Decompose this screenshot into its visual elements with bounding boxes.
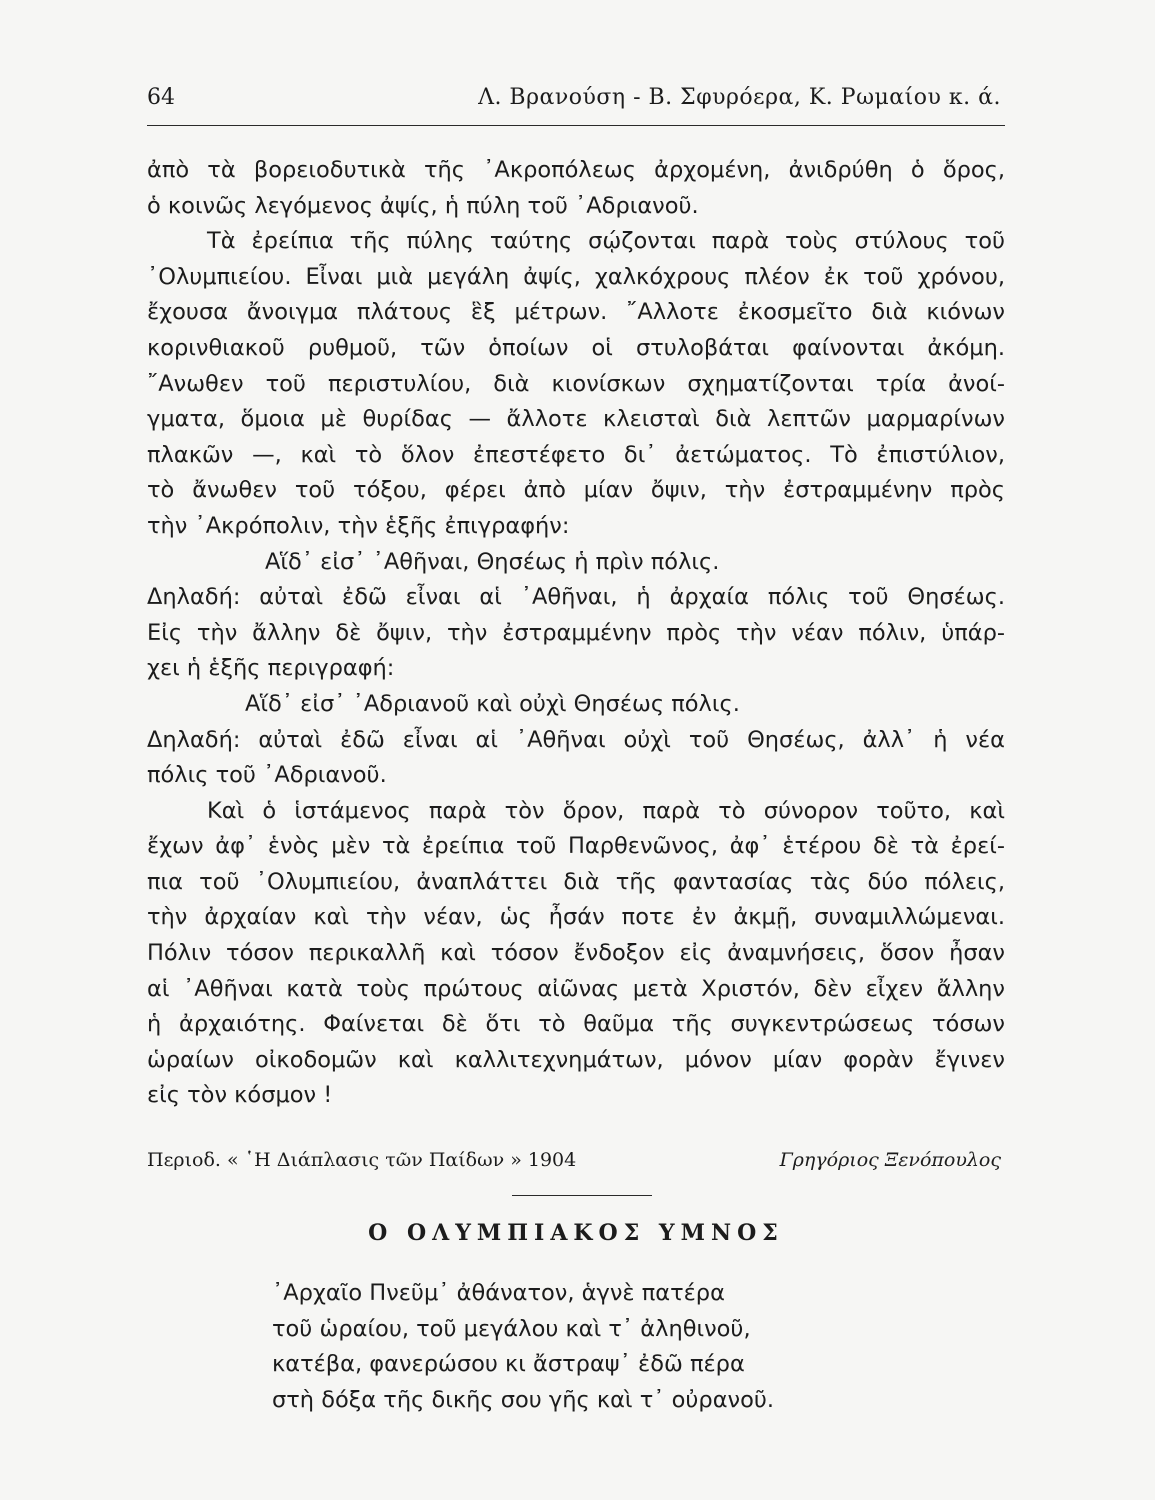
poem-title: Ο ΟΛΥΜΠΙΑΚΟΣ ΥΜΝΟΣ	[368, 1220, 784, 1246]
text-line: γματα, ὅμοια μὲ θυρίδας — ἄλλοτε κλεισταὶ διὰ λεπτῶν μαρμαρίνων	[147, 406, 1005, 433]
text-line: Δηλαδή: αὐταὶ ἐδῶ εἶναι αἱ ᾿Αθῆναι, ἡ ἀρχαία πόλις τοῦ Θησέως.	[147, 584, 1005, 611]
text-line: ῎Ανωθεν τοῦ περιστυλίου, διὰ κιονίσκων σχηματίζονται τρία ἀνοί-	[147, 370, 1005, 397]
text-line: αἱ ᾿Αθῆναι κατὰ τοὺς πρώτους αἰῶνας μετὰ Χριστόν, δὲν εἶχεν ἄλλην	[147, 975, 1005, 1002]
periodical-citation: Περιοδ. « ῾Η Διάπλασις τῶν Παίδων » 1904	[147, 1149, 577, 1171]
author-name: Γρηγόριος Ξενόπουλος	[779, 1149, 1001, 1171]
poem-line: κατέβα, φανερώσου κι ἄστραψ᾿ ἐδῶ πέρα	[272, 1351, 745, 1378]
text-line: Καὶ ὁ ἱστάμενος παρὰ τὸν ὅρον, παρὰ τὸ σύνορον τοῦτο, καὶ	[207, 797, 1005, 824]
text-line: Τὰ ἐρείπια τῆς πύλης ταύτης σῴζονται παρὰ τοὺς στύλους τοῦ	[207, 228, 1005, 255]
page-header	[147, 75, 1005, 126]
text-line: τὸ ἄνωθεν τοῦ τόξου, φέρει ἀπὸ μίαν ὄψιν, τὴν ἐστραμμένην πρὸς	[147, 477, 1005, 504]
text-line: τὴν ἀρχαίαν καὶ τὴν νέαν, ὡς ἦσάν ποτε ἐν ἀκμῇ, συναμιλλώμεναι.	[147, 904, 1005, 931]
inscription-quote: Αἵδ᾿ εἰσ᾿ ᾿Αδριανοῦ καὶ οὐχὶ Θησέως πόλις.	[245, 690, 740, 717]
text-line: ἡ ἀρχαιότης. Φαίνεται δὲ ὅτι τὸ θαῦμα τῆς συγκεντρώσεως τόσων	[147, 1011, 1005, 1038]
text-line: πια τοῦ ᾿Ολυμπιείου, ἀναπλάττει διὰ τῆς φαντασίας τὰς δύο πόλεις,	[147, 868, 1005, 895]
text-line: ἔχων ἀφ᾿ ἑνὸς μὲν τὰ ἐρείπια τοῦ Παρθενῶνος, ἀφ᾿ ἑτέρου δὲ τὰ ἐρεί-	[147, 833, 1005, 860]
source-citation	[147, 1149, 1005, 1179]
page-number: 64	[147, 85, 175, 110]
text-line: ἀπὸ τὰ βορειοδυτικὰ τῆς ᾿Ακροπόλεως ἀρχομένη, ἀνιδρύθη ὁ ὅρος,	[147, 157, 1005, 183]
poem-body	[272, 1276, 872, 1418]
running-head: Λ. Βρανούση - Β. Σφυρόερα, Κ. Ρωμαίου κ. ά.	[478, 85, 1001, 110]
poem-line: τοῦ ὡραίου, τοῦ μεγάλου καὶ τ᾿ ἀληθινοῦ,	[272, 1315, 751, 1342]
text-line: πλακῶν —, καὶ τὸ ὅλον ἐπεστέφετο δι᾿ ἀετώματος. Τὸ ἐπιστύλιον,	[147, 441, 1005, 468]
text-line: τὴν ᾿Ακρόπολιν, τὴν ἑξῆς ἐπιγραφήν:	[147, 512, 570, 539]
text-line: χει ἡ ἑξῆς περιγραφή:	[147, 655, 395, 682]
inscription-quote: Αἵδ᾿ εἰσ᾿ ᾿Αθῆναι, Θησέως ἡ πρὶν πόλις.	[265, 548, 720, 575]
poem-line: ᾿Αρχαῖο Πνεῦμ᾿ ἀθάνατον, ἁγνὲ πατέρα	[272, 1280, 725, 1306]
text-line: κορινθιακοῦ ρυθμοῦ, τῶν ὁποίων οἱ στυλοβάται φαίνονται ἀκόμη.	[147, 334, 1005, 361]
text-line: Πόλιν τόσον περικαλλῆ καὶ τόσον ἔνδοξον εἰς ἀναμνήσεις, ὅσον ἦσαν	[147, 940, 1005, 967]
text-line: ἔχουσα ἄνοιγμα πλάτους ἓξ μέτρων. ῎Αλλοτε ἐκοσμεῖτο διὰ κιόνων	[147, 299, 1005, 326]
text-line: ὁ κοινῶς λεγόμενος ἀψίς, ἡ πύλη τοῦ ᾿Αδριανοῦ.	[147, 192, 699, 219]
prose-body	[147, 153, 1005, 1114]
text-line: εἰς τὸν κόσμον !	[147, 1082, 333, 1109]
section-divider	[512, 1195, 652, 1196]
poem-line: στὴ δόξα τῆς δικῆς σου γῆς καὶ τ᾿ οὐρανοῦ.	[272, 1386, 775, 1413]
text-line: πόλις τοῦ ᾿Αδριανοῦ.	[147, 762, 387, 789]
text-line: ὡραίων οἰκοδομῶν καὶ καλλιτεχνημάτων, μόνον μίαν φορὰν ἔγινεν	[147, 1046, 1005, 1073]
text-line: Εἰς τὴν ἄλλην δὲ ὄψιν, τὴν ἐστραμμένην πρὸς τὴν νέαν πόλιν, ὑπάρ-	[147, 619, 1005, 646]
text-line: Δηλαδή: αὐταὶ ἐδῶ εἶναι αἱ ᾿Αθῆναι οὐχὶ τοῦ Θησέως, ἀλλ᾿ ἡ νέα	[147, 726, 1005, 753]
text-line: ᾿Ολυμπιείου. Εἶναι μιὰ μεγάλη ἀψίς, χαλκόχρους πλέον ἐκ τοῦ χρόνου,	[147, 263, 1005, 290]
